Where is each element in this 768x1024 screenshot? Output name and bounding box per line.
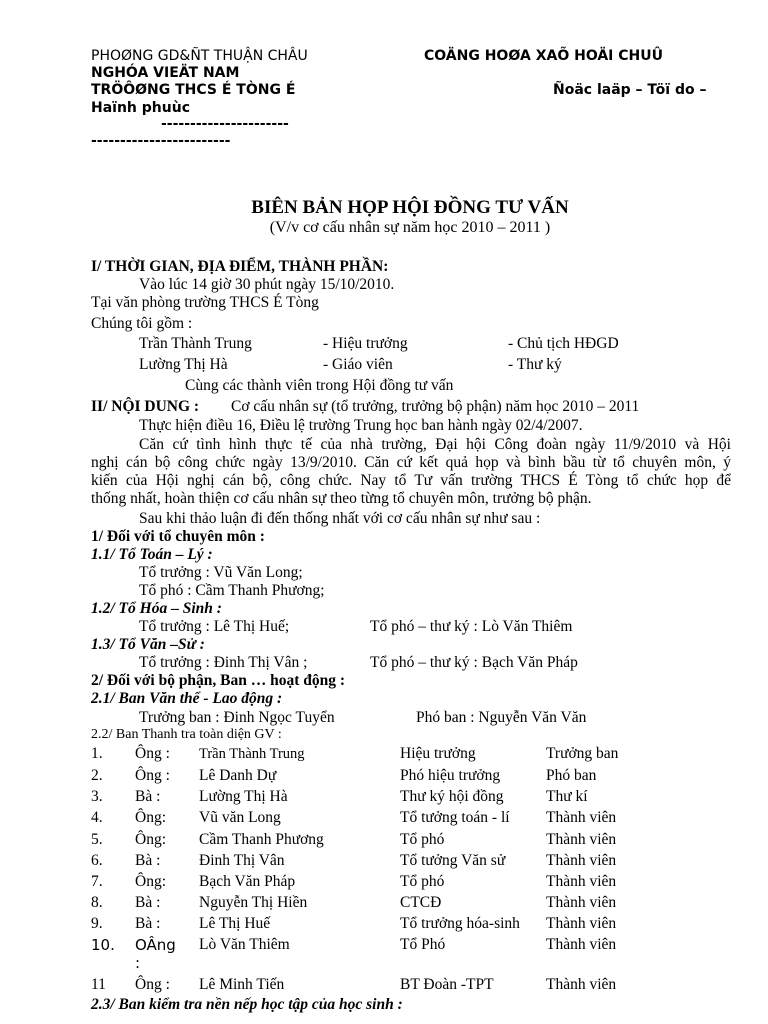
attendee-name: Trần Thành Trung [139, 335, 252, 352]
header-dashes: ---------------------- [161, 116, 289, 132]
member-number: 6. [91, 852, 103, 869]
paragraph: Sau khi thảo luận đi đến thống nhất với cơ cấu nhân sự như sau : [139, 510, 541, 527]
group-heading: 1.2/ Tổ Hóa – Sinh : [91, 600, 222, 617]
paragraph: Thực hiện điều 16, Điều lệ trường Trung học ban hành ngày 02/4/2007. [139, 417, 583, 434]
paragraph-line: nghị cán bộ công chức ngày 13/9/2010. Căn cứ kết quả họp và bình bầu từ tổ chuyên môn, ý [91, 454, 731, 471]
member-number: 5. [91, 831, 103, 848]
subsection-heading: 2/ Đối với bộ phận, Ban … hoạt động : [91, 672, 346, 689]
member-title: Ông : [135, 976, 170, 993]
group-deputy: Tổ phó – thư ký : Lò Văn Thiêm [370, 618, 573, 635]
group-heading: 1.1/ Tổ Toán – Lý : [91, 546, 213, 563]
member-title: Bà : [135, 915, 161, 932]
member-name: Vũ văn Long [199, 809, 281, 826]
member-role: Trưởng ban [546, 745, 619, 762]
group-deputy: Phó ban : Nguyễn Văn Văn [416, 709, 587, 726]
member-name: Trần Thành Trung [199, 746, 305, 762]
member-position: Thư ký hội đồng [400, 788, 504, 805]
member-role: Thành viên [546, 831, 617, 848]
member-number: 11 [91, 976, 106, 993]
member-name: Cầm Thanh Phương [199, 831, 324, 848]
member-title: Ông: [135, 831, 166, 848]
member-role: Thành viên [546, 976, 617, 993]
with-members: Cùng các thành viên trong Hội đồng tư vấn [185, 377, 454, 394]
member-role: Thành viên [546, 936, 617, 953]
group-leader: Tổ trưởng : Lê Thị Huế; [139, 618, 290, 635]
member-number: 2. [91, 767, 103, 784]
group-deputy: Tổ phó – thư ký : Bạch Văn Pháp [370, 654, 578, 671]
member-title: Ông: [135, 873, 166, 890]
member-name: Lê Thị Huế [199, 915, 271, 932]
meeting-time: Vào lúc 14 giờ 30 phút ngày 15/10/2010. [139, 276, 395, 293]
member-name: Bạch Văn Pháp [199, 873, 296, 890]
header-republic: COÄNG HOØA XAÕ HOÄI CHUÛ [424, 48, 663, 64]
member-title: Bà : [135, 852, 161, 869]
member-title-cont: : [135, 954, 141, 972]
member-position: Tổ tưởng toán - lí [400, 809, 510, 826]
group-heading: 2.1/ Ban Văn thể - Lao động : [91, 690, 283, 707]
member-position: Tổ tưởng Văn sử [400, 852, 506, 869]
member-role: Thành viên [546, 809, 617, 826]
member-title: Bà : [135, 788, 161, 805]
paragraph-line: Căn cứ tình hình thực tế của nhà trường, Đại hội Công đoàn ngày 11/9/2010 và Hội [139, 436, 731, 453]
document-subtitle: (V/v cơ cấu nhân sự năm học 2010 – 2011 ) [269, 219, 551, 236]
member-name: Lê Minh Tiến [199, 976, 285, 993]
attendee-role: - Hiệu trưởng [323, 335, 408, 352]
member-number: 7. [91, 873, 103, 890]
member-role: Thành viên [546, 915, 617, 932]
member-name: Lò Văn Thiêm [199, 936, 290, 953]
group-leader: Tổ trưởng : Vũ Văn Long; [139, 564, 303, 581]
attendee-duty: - Chủ tịch HĐGD [508, 335, 619, 352]
attendee-role: - Giáo viên [323, 356, 393, 373]
header-happiness: Haïnh phuùc [91, 100, 190, 116]
member-position: Phó hiệu trưởng [400, 767, 501, 784]
member-position: Tổ trưởng hóa-sinh [400, 915, 520, 932]
member-number: 10. [91, 936, 115, 954]
member-title: Ông : [135, 767, 170, 784]
member-name: Lường Thị Hà [199, 788, 288, 805]
group-leader: Trưởng ban : Đinh Ngọc Tuyển [139, 709, 335, 726]
section-heading-text: Cơ cấu nhân sự (tổ trưởng, trưởng bộ phận) năm học 2010 – 2011 [231, 398, 640, 415]
member-role: Phó ban [546, 767, 597, 784]
member-name: Lê Danh Dự [199, 767, 277, 784]
group-heading: 2.2/ Ban Thanh tra toàn diện GV : [91, 727, 282, 742]
member-number: 8. [91, 894, 103, 911]
paragraph-line: thống nhất, hoàn thiện cơ cấu nhân sự theo từng tổ chuyên môn, trưởng bộ phận. [91, 490, 592, 507]
member-role: Thành viên [546, 852, 617, 869]
paragraph-line: kiến của Hội nghị cán bộ, công chức. Nay tổ Tư vấn trường THCS É Tòng tổ chức họp để [91, 472, 731, 489]
member-position: BT Đoàn -TPT [400, 976, 494, 993]
member-number: 4. [91, 809, 103, 826]
group-leader: Tổ trưởng : Đinh Thị Vân ; [139, 654, 308, 671]
member-name: Nguyễn Thị Hiền [199, 894, 308, 911]
member-position: Tổ Phó [400, 936, 446, 953]
member-number: 3. [91, 788, 103, 805]
member-number: 9. [91, 915, 103, 932]
attendee-duty: - Thư ký [508, 356, 562, 373]
header-country: NGHÓA VIEÄT NAM [91, 65, 240, 81]
document-title: BIÊN BẢN HỌP HỘI ĐỒNG TƯ VẤN [251, 197, 569, 218]
section-heading: II/ NỘI DUNG : [91, 398, 200, 415]
member-title: OÂng [135, 936, 176, 954]
meeting-place: Tại văn phòng trường THCS É Tòng [91, 294, 319, 311]
member-title: Ông : [135, 745, 170, 762]
header-motto: Ñoäc laäp – Töï do – [553, 82, 707, 98]
header-school: TRÖÔØNG THCS É TÒNG É [91, 82, 296, 98]
group-heading: 2.3/ Ban kiểm tra nền nếp học tập của học sinh : [91, 996, 403, 1013]
subsection-heading: 1/ Đối với tổ chuyên môn : [91, 528, 265, 545]
member-title: Bà : [135, 894, 161, 911]
member-role: Thư kí [546, 788, 588, 805]
header-department: PHOØNG GD&ÑT THUẬN CHÂU [91, 48, 308, 64]
member-role: Thành viên [546, 894, 617, 911]
attendee-name: Lường Thị Hà [139, 356, 228, 373]
member-position: Tổ phó [400, 831, 445, 848]
attendees-intro: Chúng tôi gồm : [91, 315, 193, 332]
member-number: 1. [91, 745, 103, 762]
member-role: Thành viên [546, 873, 617, 890]
group-heading: 1.3/ Tổ Văn –Sử : [91, 636, 205, 653]
section-heading: I/ THỜI GIAN, ĐỊA ĐIỂM, THÀNH PHẦN: [91, 258, 389, 275]
group-deputy: Tổ phó : Cầm Thanh Phương; [139, 582, 325, 599]
member-position: CTCĐ [400, 894, 442, 911]
header-dashes: ------------------------ [91, 133, 231, 149]
member-name: Đinh Thị Vân [199, 852, 285, 869]
member-title: Ông: [135, 809, 166, 826]
member-position: Tổ phó [400, 873, 445, 890]
member-position: Hiệu trưởng [400, 745, 476, 762]
